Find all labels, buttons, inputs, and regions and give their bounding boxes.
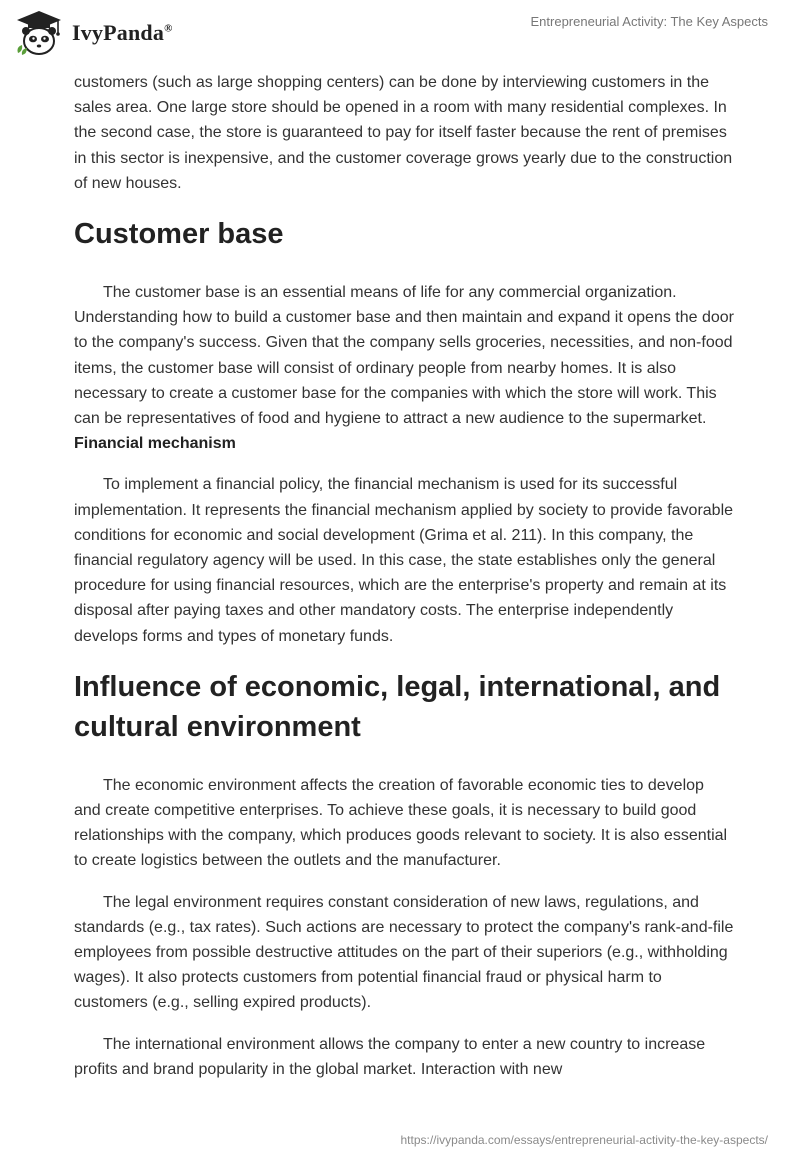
source-url[interactable]: https://ivypanda.com/essays/entrepreneurial-activity-the-key-aspects/ bbox=[400, 1133, 768, 1147]
paragraph-customer-base-text: The customer base is an essential means of life for any commercial organization. Understanding how to build a customer base and then maintain and expand it opens the door to the company's success. Given that the company sells groceries, necessities, and non-food items, the customer base will consist of ordinary people from nearby homes. It is also necessary to create a customer base for the companies with which the store will work. This can be representatives of food and hygiene to attract a new audience to the supermarket. bbox=[74, 284, 734, 428]
registered-mark: ® bbox=[164, 22, 173, 35]
heading-customer-base: Customer base bbox=[74, 218, 284, 251]
page-header bbox=[0, 0, 800, 70]
document-title: Entrepreneurial Activity: The Key Aspects bbox=[530, 14, 768, 29]
paragraph-legal-environment: The legal environment requires constant consideration of new laws, regulations, and standards (e.g., tax rates). Such actions are necessary to protect the company's rank-and-file employees from possible destructive attitudes on the part of their superiors (e.g., withholding wages). It also protects customers from potential financial fraud or physical harm to customers (e.g., selling expired products). bbox=[74, 893, 734, 1012]
heading-influence-environment: Influence of economic, legal, international, and cultural environment bbox=[74, 670, 721, 743]
paragraph-economic-environment: The economic environment affects the creation of favorable economic ties to develop and create competitive enterprises. To achieve these goals, it is necessary to build good relationships with the company, which produces goods relevant to society. It is also essential to create logistics between the outlets and the manufacturer. bbox=[74, 776, 728, 870]
paragraph-financial-mechanism: To implement a financial policy, the financial mechanism is used for its successful implementation. It represents the financial mechanism applied by society to provide favorable conditions for economic and social development (Grima et al. 211). In this company, the financial regulatory agency will be used. In this case, the state establishes only the general procedure for using financial resources, which are the enterprise's property and remain at its disposal after paying taxes and other mandatory costs. The enterprise independently develops forms and types of monetary funds. bbox=[74, 476, 734, 645]
paragraph-customer-base bbox=[74, 280, 734, 456]
brand-name-text: IvyPanda bbox=[72, 20, 165, 45]
inline-heading-financial-mechanism: Financial mechanism bbox=[74, 435, 236, 453]
panda-logo-icon bbox=[14, 9, 64, 57]
paragraph-international-environment: The international environment allows the company to enter a new country to increase profits and brand popularity in the global market. Interaction with new bbox=[74, 1035, 706, 1078]
brand-logo[interactable] bbox=[14, 9, 173, 57]
paragraph-intro: customers (such as large shopping centers) can be done by interviewing customers in the sales area. One large store should be opened in a room with many residential complexes. In the second case, the store is guaranteed to pay for itself faster because the rent of premises in this sector is inexpensive, and the customer coverage grows yearly due to the construction of new houses. bbox=[74, 74, 733, 192]
essay-body bbox=[74, 70, 734, 1098]
brand-name bbox=[72, 20, 173, 46]
